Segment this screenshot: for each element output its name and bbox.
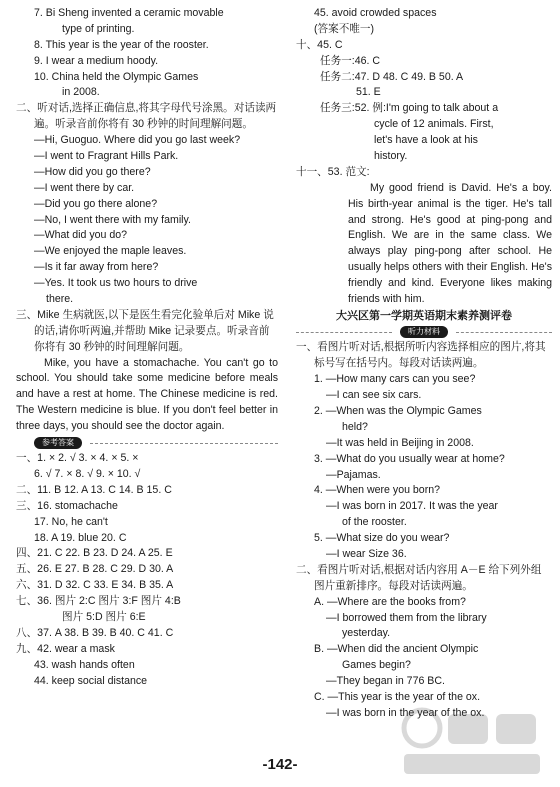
answer-key-line: 八、37. A 38. B 39. B 40. C 41. C	[16, 626, 174, 639]
dialogue-line: 2. —When was the Olympic Games	[314, 404, 482, 417]
dialogue-line: —They began in 776 BC.	[326, 675, 445, 688]
answer-line: 10. China held the Olympic Games	[34, 70, 199, 83]
dialogue-line: —How did you go there?	[34, 165, 151, 178]
answer-key-line: 图片 5:D 图片 6:E	[62, 610, 146, 623]
dialogue-line: —Yes. It took us two hours to drive	[34, 277, 198, 290]
answer-line: 7. Bi Sheng invented a ceramic movable	[34, 7, 224, 19]
dialogue-line: B. —When did the ancient Olympic	[314, 643, 479, 656]
answer-key-line: 十、45. C	[296, 38, 343, 51]
listening-tag: 听力材料	[400, 326, 448, 338]
watermark-logo-icon	[398, 702, 548, 780]
dialogue-line: of the rooster.	[342, 516, 407, 529]
dialogue-line: —I can see six cars.	[326, 389, 422, 402]
model-essay: My good friend is David. He's a boy. His birth-year animal is the tiger. He's tall and strong. He's good at ping-pong and English. We are in the same class. We always play ping-pong after school. He usually helps others with their English. He's friendly and kind. Everyone likes making friends with him.	[348, 181, 552, 306]
task-answer: let's have a look at his	[374, 134, 478, 147]
task-answer: history.	[374, 150, 408, 163]
dialogue-line: —I wear Size 36.	[326, 548, 407, 560]
dialogue-line: —I borrowed them from the library	[326, 611, 487, 624]
answer-line: 9. I wear a medium hoody.	[34, 54, 159, 67]
answer-line: 45. avoid crowded spaces	[314, 7, 437, 19]
dialogue-line: —We enjoyed the maple leaves.	[34, 245, 187, 258]
answer-key-line: 17. No, he can't	[34, 515, 108, 528]
dashed-divider	[90, 443, 278, 444]
dialogue-line: 3. —What do you usually wear at home?	[314, 452, 505, 465]
answer-line: in 2008.	[62, 86, 100, 99]
dialogue-line: —Hi, Guoguo. Where did you go last week?	[34, 134, 241, 147]
dialogue-line: held?	[342, 420, 368, 433]
answer-key-line: 6. √ 7. × 8. √ 9. × 10. √	[34, 467, 141, 480]
dialogue-line: —It was held in Beijing in 2008.	[326, 436, 474, 449]
answer-key-line: 三、16. stomachache	[16, 499, 118, 512]
dialogue-line: —Is it far away from here?	[34, 261, 159, 274]
task-answer: 任务二:47. D 48. C 49. B 50. A	[320, 70, 464, 83]
answer-key-line: 四、21. C 22. B 23. D 24. A 25. E	[16, 547, 173, 560]
exam-title: 大兴区第一学期英语期末素养测评卷	[336, 309, 512, 322]
listening-paragraph: Mike, you have a stomachache. You can't go to school. You should take some medicine before meals and have a rest at home. The Chinese medicine is red. The Western medicine is blue. If you don't feel better in three days, you should see the doctor again.	[16, 356, 278, 433]
dialogue-line: C. —This year is the year of the ox.	[314, 691, 481, 704]
page-number: -142-	[262, 756, 298, 773]
model-essay-label: 十一、53. 范文:	[296, 165, 370, 178]
task-answer: 51. E	[356, 86, 381, 99]
answer-key-line: 五、26. E 27. B 28. C 29. D 30. A	[16, 563, 174, 576]
answer-key-line: 43. wash hands often	[34, 658, 135, 671]
answer-key-line: 44. keep social distance	[34, 674, 148, 687]
answer-key-line: 六、31. D 32. C 33. E 34. B 35. A	[16, 579, 174, 592]
section-heading: 二、看图片听对话,根据对话内容用 A－E 给下列外组图片重新排序。每段对话读两遍。	[296, 563, 542, 592]
section-heading: 三、Mike 生病就医,以下是医生看完化验单后对 Mike 说的话,请你听两遍,并帮助 Mike 记录要点。听录音前你将有 30 秒钟的时间理解问题。	[16, 308, 274, 353]
dialogue-line: yesterday.	[342, 627, 391, 640]
answers-tag: 参考答案	[34, 437, 82, 449]
listening-tag-row	[296, 324, 552, 340]
dialogue-line: 5. —What size do you wear?	[314, 532, 450, 545]
dialogue-line: —What did you do?	[34, 229, 128, 242]
task-answer: 任务一:46. C	[320, 54, 381, 67]
right-column	[296, 6, 552, 722]
answers-tag-row	[16, 435, 278, 451]
task-answer: cycle of 12 animals. First,	[374, 118, 494, 131]
answer-key-line: 七、36. 图片 2:C 图片 3:F 图片 4:B	[16, 595, 181, 608]
dialogue-line: —Did you go there alone?	[34, 197, 158, 210]
answer-line: 8. This year is the year of the rooster.	[34, 38, 209, 51]
dialogue-line: —I went there by car.	[34, 181, 135, 194]
answer-line: type of printing.	[62, 22, 135, 35]
answer-key-line: 九、42. wear a mask	[16, 642, 115, 655]
dialogue-line: —Pajamas.	[326, 468, 381, 481]
dialogue-line: there.	[46, 293, 74, 306]
dialogue-line: —I was born in 2017. It was the year	[326, 500, 498, 513]
dialogue-line: A. —Where are the books from?	[314, 595, 466, 608]
answer-note: (答案不唯一)	[314, 22, 375, 35]
answer-key-line: 二、11. B 12. A 13. C 14. B 15. C	[16, 483, 172, 496]
dashed-divider	[456, 332, 552, 333]
answer-key-line: 一、1. × 2. √ 3. × 4. × 5. ×	[16, 452, 139, 465]
section-heading: 二、听对话,选择正确信息,将其字母代号涂黑。对话读两遍。听录音前你将有 30 秒钟的时间理解问题。	[16, 102, 277, 131]
task-answer: 任务三:52. 例:I'm going to talk about a	[320, 102, 499, 115]
answer-key-line: 18. A 19. blue 20. C	[34, 531, 127, 544]
dialogue-line: 1. —How many cars can you see?	[314, 373, 476, 386]
dialogue-line: 4. —When were you born?	[314, 484, 441, 497]
section-heading: 一、看图片听对话,根据所听内容选择相应的图片,将其标号写在括号内。每段对话读两遍。	[296, 341, 546, 370]
dashed-divider	[296, 332, 392, 333]
dialogue-line: —I went to Fragrant Hills Park.	[34, 150, 179, 163]
left-column	[16, 6, 278, 689]
dialogue-line: Games begin?	[342, 659, 411, 672]
dialogue-line: —I was born in the year of the ox.	[326, 706, 485, 719]
dialogue-line: —No, I went there with my family.	[34, 213, 191, 226]
